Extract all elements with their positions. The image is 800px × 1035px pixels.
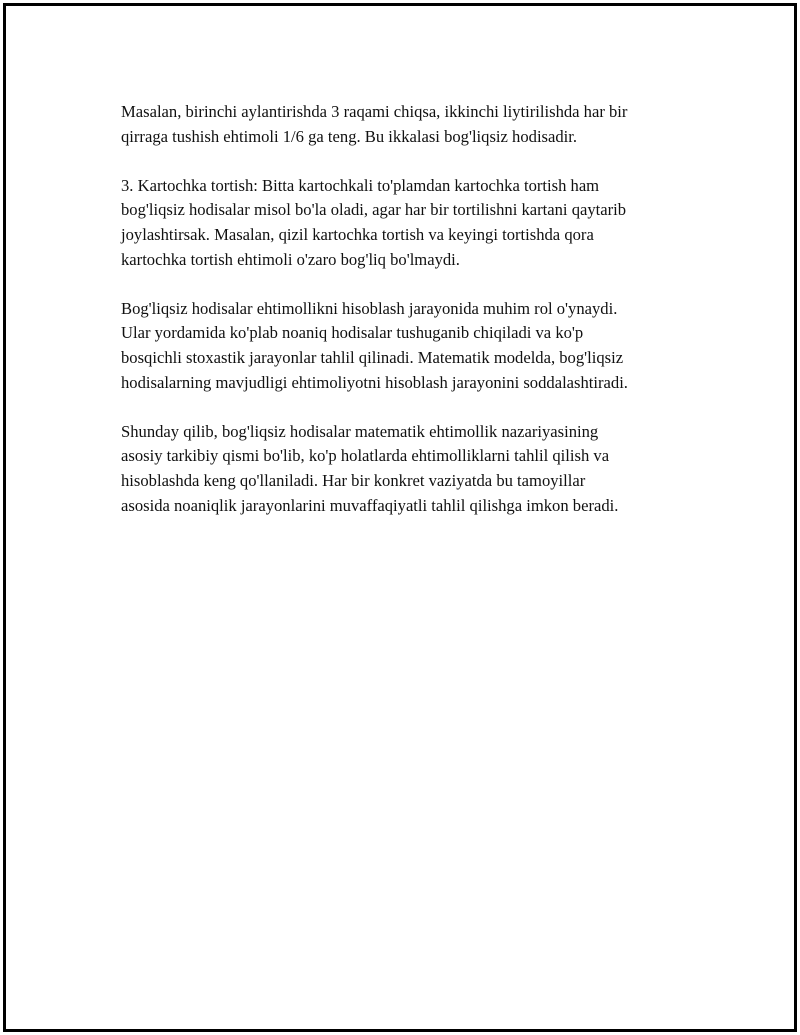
text-line: Bog'liqsiz hodisalar ehtimollikni hisoblash jarayonida muhim rol o'ynaydi. [121,298,618,318]
text-line: asosida noaniqlik jarayonlarini muvaffaqiyatli tahlil qilishga imkon beradi. [121,495,619,515]
paragraph-example-dice [121,100,711,149]
text-line: asosiy tarkibiy qismi bo'lib, ko'p holatlarda ehtimolliklarni tahlil qilish va [121,446,610,466]
text-line: kartochka tortish ehtimoli o'zaro bog'liq bo'lmaydi. [121,249,460,269]
text-line: hodisalarning mavjudligi ehtimoliyotni hisoblash jarayonini soddalashtiradi. [121,372,628,392]
text-line: 3. Kartochka tortish: Bitta kartochkali to'plamdan kartochka tortish ham [121,175,600,195]
text-line: bog'liqsiz hodisalar misol bo'la oladi, agar har bir tortilishni kartani qaytarib [121,200,627,220]
text-line: Masalan, birinchi aylantirishda 3 raqami chiqsa, ikkinchi liytirilishda har bir [121,102,628,121]
page-frame [3,3,797,1032]
text-line: qirraga tushish ehtimoli 1/6 ga teng. Bu ikkalasi bog'liqsiz hodisadir. [121,126,578,146]
document-body [121,100,711,543]
text-line: bosqichli stoxastik jarayonlar tahlil qilinadi. Matematik modelda, bog'liqsiz [121,347,624,367]
text-line: hisoblashda keng qo'llaniladi. Har bir konkret vaziyatda bu tamoyillar [121,470,586,490]
text-line: joylashtirsak. Masalan, qizil kartochka tortish va keyingi tortishda qora [121,224,594,244]
paragraph-example-cards [121,174,711,272]
paragraph-conclusion [121,420,711,518]
text-line: Shunday qilib, bog'liqsiz hodisalar matematik ehtimollik nazariyasining [121,421,599,441]
text-line: Ular yordamida ko'plab noaniq hodisalar tushuganib chiqiladi va ko'p [121,323,584,343]
paragraph-importance [121,297,711,395]
